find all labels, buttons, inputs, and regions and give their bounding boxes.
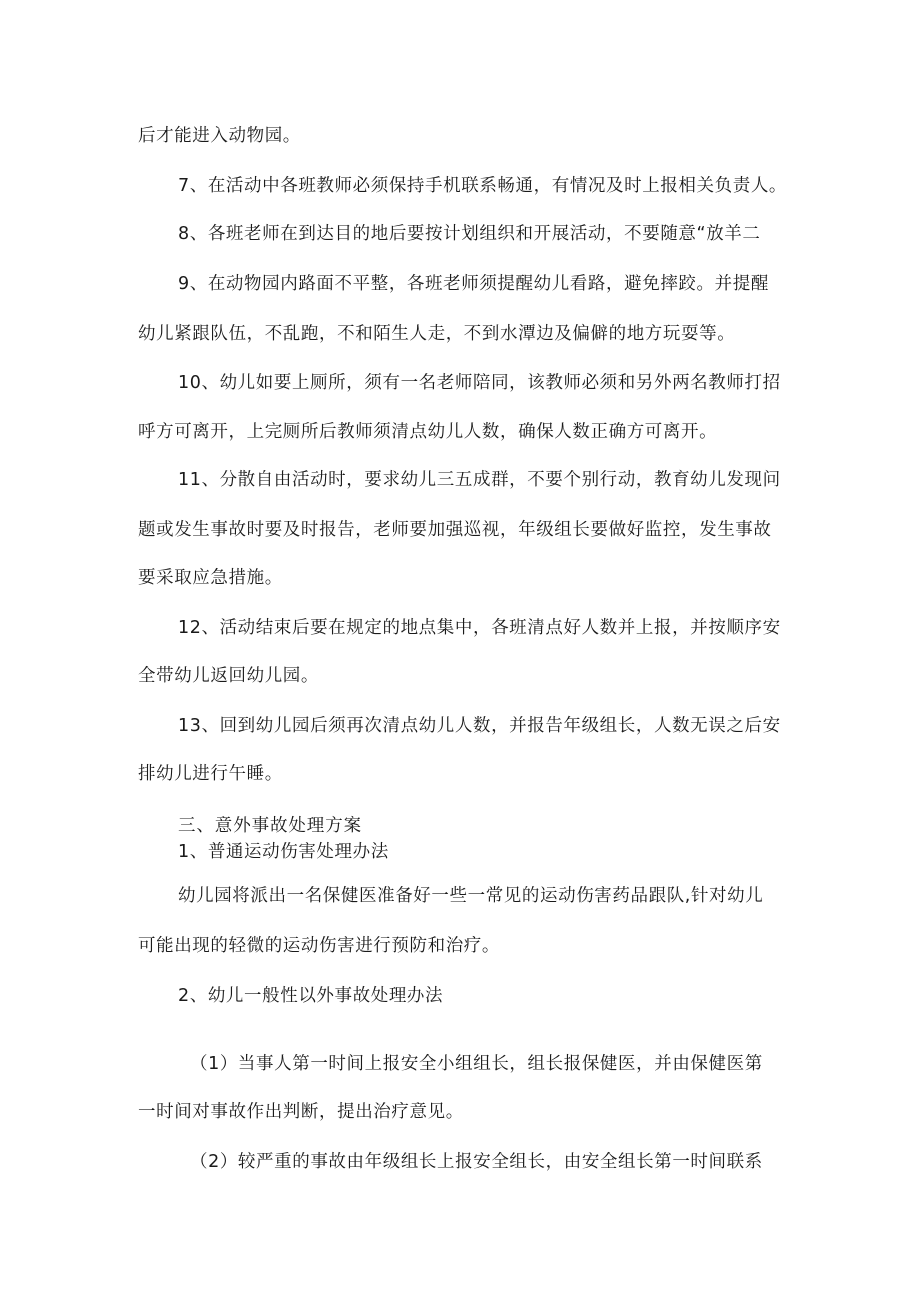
paragraph-line: 9、在动物园内路面不平整，各班老师须提醒幼儿看路，避免摔跤。并提醒 bbox=[178, 274, 769, 294]
paragraph-line: 全带幼儿返回幼儿园。 bbox=[138, 666, 319, 686]
subsection-heading: 2、幼儿一般性以外事故处理办法 bbox=[178, 986, 444, 1006]
paragraph-line: 可能出现的轻微的运动伤害进行预防和治疗。 bbox=[138, 936, 500, 956]
paragraph-line: 13、回到幼儿园后须再次清点幼儿人数，并报告年级组长，人数无误之后安 bbox=[178, 716, 781, 736]
paragraph-line: 幼儿紧跟队伍，不乱跑，不和陌生人走，不到水潭边及偏僻的地方玩耍等。 bbox=[138, 324, 736, 344]
paragraph-line: 8、各班老师在到达目的地后要按计划组织和开展活动，不要随意“放羊二 bbox=[178, 224, 761, 244]
paragraph-line: 11、分散自由活动时，要求幼儿三五成群，不要个别行动，教育幼儿发现问 bbox=[178, 470, 781, 490]
paragraph-line: 要采取应急措施。 bbox=[138, 568, 283, 588]
paragraph-line: （1）当事人第一时间上报安全小组组长，组长报保健医，并由保健医第 bbox=[190, 1054, 763, 1074]
paragraph-line: 后才能进入动物园。 bbox=[138, 126, 301, 146]
paragraph-line: （2）较严重的事故由年级组长上报安全组长，由安全组长第一时间联系 bbox=[190, 1152, 763, 1172]
paragraph-line: 呼方可离开，上完厕所后教师须清点幼儿人数，确保人数正确方可离开。 bbox=[138, 422, 718, 442]
paragraph-line: 一时间对事故作出判断，提出治疗意见。 bbox=[138, 1102, 464, 1122]
section-heading: 三、意外事故处理方案 bbox=[178, 816, 362, 836]
paragraph-line: 10、幼儿如要上厕所，须有一名老师陪同，该教师必须和另外两名教师打招 bbox=[178, 373, 781, 393]
paragraph-line: 幼儿园将派出一名保健医准备好一些一常见的运动伤害药品跟队,针对幼儿 bbox=[178, 886, 764, 906]
paragraph-line: 7、在活动中各班教师必须保持手机联系畅通，有情况及时上报相关负责人。 bbox=[178, 176, 788, 196]
paragraph-line: 12、活动结束后要在规定的地点集中，各班清点好人数并上报，并按顺序安 bbox=[178, 618, 781, 638]
paragraph-line: 题或发生事故时要及时报告，老师要加强巡视，年级组长要做好监控，发生事故 bbox=[138, 520, 772, 540]
subsection-heading: 1、普通运动伤害处理办法 bbox=[178, 842, 389, 862]
paragraph-line: 排幼儿进行午睡。 bbox=[138, 764, 283, 784]
